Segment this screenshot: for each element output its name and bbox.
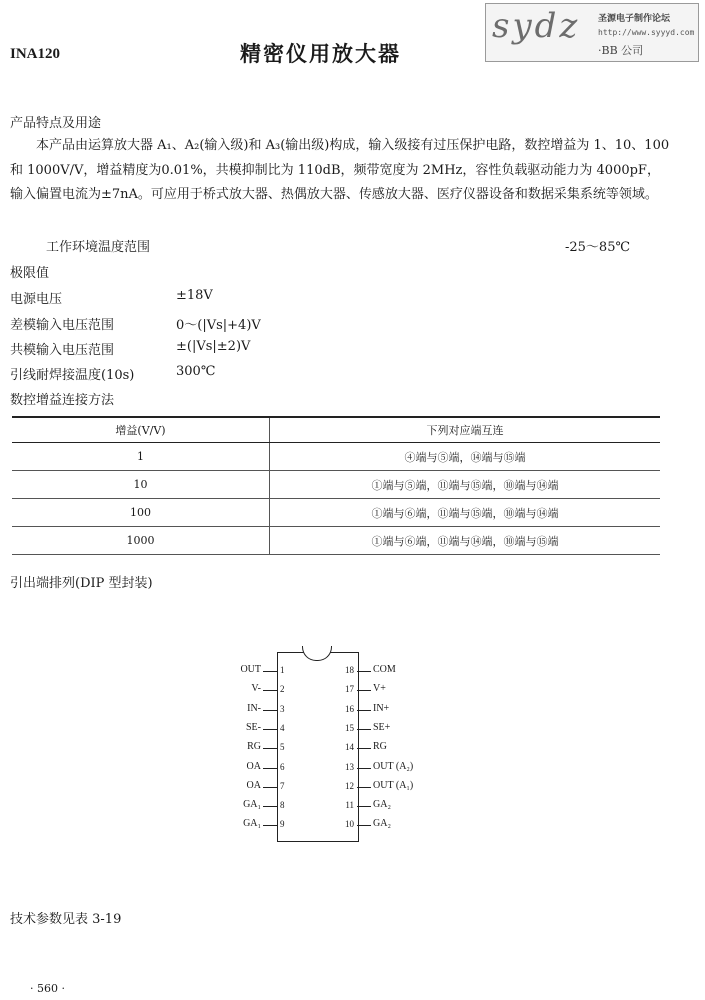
pin-number: 4 [280, 722, 285, 733]
gain-cell: 1 [12, 443, 270, 471]
connection-cell: ①端与⑥端，⑪端与⑮端，⑩端与⑭端 [270, 499, 661, 527]
watermark-logo [485, 3, 699, 62]
pin-number: 13 [345, 761, 354, 772]
limit-value: 0～(|Vs|+4)V [176, 318, 261, 333]
limit-value: ±18V [176, 288, 213, 303]
pin-label: SE+ [373, 721, 391, 733]
table-row [12, 471, 660, 499]
pin-number: 6 [280, 761, 285, 772]
pin-label: GA₂ [373, 799, 391, 811]
pin-lead [357, 787, 371, 788]
pin-number: 16 [345, 703, 354, 714]
limit-label: 电源电压 [10, 292, 63, 307]
gain-cell: 1000 [12, 527, 270, 555]
limit-label: 引线耐焊接温度(10s) [10, 368, 135, 383]
gain-table [12, 416, 660, 555]
connection-cell: ④端与⑤端，⑭端与⑮端 [270, 443, 661, 471]
table-row [12, 443, 660, 471]
pin-lead [263, 806, 277, 807]
pin-number: 9 [280, 819, 285, 830]
connection-cell: ①端与⑥端，⑪端与⑭端，⑩端与⑮端 [270, 527, 661, 555]
pin-number: 15 [345, 722, 354, 733]
col-header-connection: 下列对应端互连 [270, 417, 661, 443]
pin-label: GA₁ [243, 799, 261, 811]
page-number: · 560 · [30, 982, 65, 995]
pin-number: 18 [345, 665, 354, 675]
limit-label: 共模输入电压范围 [10, 343, 115, 358]
limits-heading: 极限值 [10, 266, 50, 281]
table-row [12, 527, 660, 555]
pin-number: 10 [345, 819, 354, 830]
pin-label: GA₂ [373, 818, 391, 830]
logo-site-name: 圣源电子制作论坛 [598, 14, 671, 24]
pin-label: IN+ [373, 702, 390, 714]
col-header-gain: 增益(V/V) [12, 417, 270, 443]
page-title: 精密仪用放大器 [240, 41, 401, 66]
limit-label: 差模输入电压范围 [10, 318, 115, 333]
pin-number: 3 [280, 703, 285, 714]
pin-label: COM [373, 664, 396, 675]
pin-lead [357, 825, 371, 826]
gain-cell: 100 [12, 499, 270, 527]
pin-lead [263, 768, 277, 769]
pin-lead [357, 710, 371, 711]
logo-company: ·BB 公司 [598, 44, 644, 57]
pin-number: 17 [345, 684, 354, 695]
features-heading: 产品特点及用途 [10, 116, 102, 131]
pin-label: OUT [240, 664, 261, 675]
pin-number: 2 [280, 684, 285, 695]
logo-mark: sydz [492, 6, 581, 46]
pin-label: OA [246, 760, 261, 772]
pin-lead [357, 768, 371, 769]
pin-number: 7 [280, 780, 285, 791]
pin-number: 5 [280, 742, 285, 753]
pin-lead [357, 806, 371, 807]
pin-number: 12 [345, 780, 354, 791]
pin-label: OA [246, 779, 261, 791]
pin-label: V+ [373, 683, 386, 695]
pin-number: 11 [345, 800, 354, 811]
pin-number: 14 [345, 742, 354, 753]
pinout-heading: 引出端排列(DIP 型封装) [10, 576, 153, 591]
pin-lead [263, 787, 277, 788]
pin-lead [263, 748, 277, 749]
pin-lead [357, 729, 371, 730]
table-header-row [12, 417, 660, 443]
pin-number: 8 [280, 800, 285, 811]
pin-label: RG [247, 741, 261, 753]
part-number: INA120 [10, 46, 61, 62]
temp-range-value: -25～85℃ [565, 240, 631, 255]
pin-number: 1 [280, 665, 285, 675]
pin-lead [263, 825, 277, 826]
pin-lead [357, 748, 371, 749]
table-row [12, 499, 660, 527]
spec-reference: 技术参数见表 3-19 [10, 912, 122, 927]
pin-lead [357, 690, 371, 691]
connection-cell: ①端与⑤端，⑪端与⑮端，⑩端与⑭端 [270, 471, 661, 499]
pin-label: IN- [247, 702, 261, 714]
pin-label: OUT (A₂) [373, 760, 414, 772]
pin-label: GA₁ [243, 818, 261, 830]
limit-value: ±(|Vs|±2)V [176, 339, 251, 354]
gain-cell: 10 [12, 471, 270, 499]
pin-lead [357, 671, 371, 672]
pin-label: OUT (A₁) [373, 779, 414, 791]
pin-lead [263, 671, 277, 672]
features-paragraph: 本产品由运算放大器 A₁、A₂(输入级)和 A₃(输出级)构成，输入级接有过压保护电路，数控增益为 1、10、100 和 1000V/V，增益精度为0.01%，共模抑制比为 110dB，频带宽度为 2MHz，容性负载驱动能力为 4000pF，输入偏置电流为±7nA。可应用于桥式放大器、热偶放大器、传感放大器、医疗仪器设备和数据采集系统等领域。 [10, 138, 670, 202]
pin-label: RG [373, 741, 387, 753]
pin-label: V- [251, 683, 261, 695]
pin-lead [263, 710, 277, 711]
gain-table-heading: 数控增益连接方法 [10, 393, 115, 408]
pin-label: SE- [246, 721, 261, 733]
pin-lead [263, 690, 277, 691]
limit-value: 300℃ [176, 364, 216, 379]
temp-range-label: 工作环境温度范围 [46, 240, 151, 255]
logo-url: http://www.syyyd.com [598, 28, 695, 37]
pin-lead [263, 729, 277, 730]
